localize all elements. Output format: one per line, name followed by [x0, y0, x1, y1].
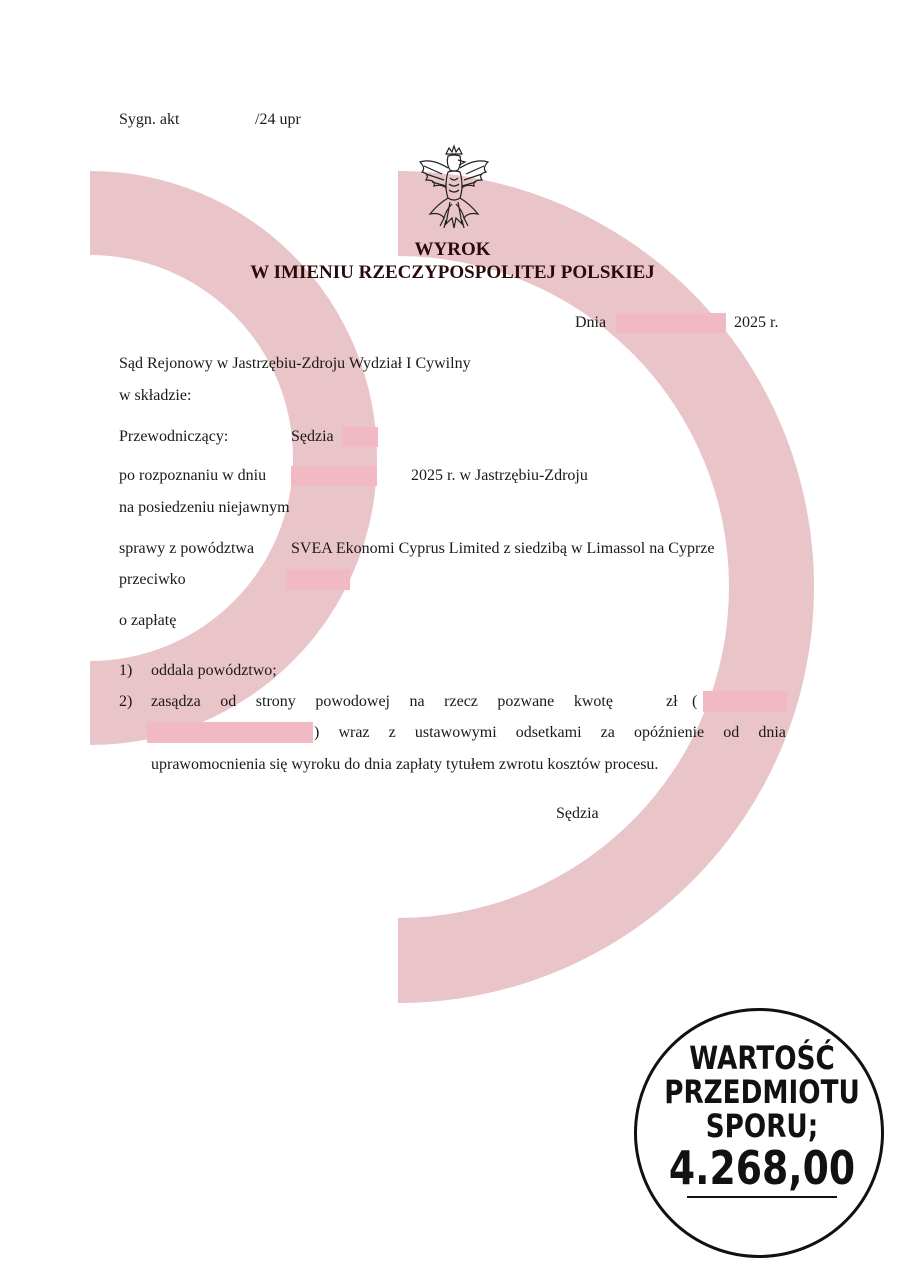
ruling-word: strony: [255, 693, 296, 710]
judgment-title: WYROK: [414, 239, 491, 260]
case-subject: o zapłatę: [119, 612, 177, 629]
ruling-word: rzecz: [444, 693, 478, 710]
case-number-label: Sygn. akt: [119, 111, 180, 128]
right-arc: [398, 171, 814, 1003]
court-name: Sąd Rejonowy w Jastrzębiu-Zdroju Wydział I Cywilny: [119, 355, 471, 372]
court-composition: w składzie:: [119, 387, 192, 404]
ruling-word: pozwane: [497, 693, 555, 710]
presiding-label: Przewodniczący:: [119, 428, 229, 445]
amount-words-redaction-continued: [147, 722, 313, 743]
ruling-1-number: 1): [119, 662, 133, 679]
dispute-value-badge: [634, 1008, 884, 1258]
date-redaction: [616, 313, 726, 333]
ruling-word: za: [600, 724, 615, 741]
defendant-redaction: [286, 569, 350, 590]
date-year: 2025 r.: [734, 314, 779, 331]
polish-eagle-emblem: [416, 144, 492, 230]
judgment-subtitle: W IMIENIU RZECZYPOSPOLITEJ POLSKIEJ: [250, 262, 655, 283]
date-prefix: Dnia: [575, 314, 607, 331]
ruling-word: ): [314, 724, 320, 741]
amount-words-redaction: [703, 691, 787, 712]
ruling-word: zasądza: [151, 693, 201, 710]
badge-value: 4.268,00: [668, 1141, 856, 1195]
currency-label: zł: [666, 693, 678, 710]
against-label: przeciwko: [119, 571, 186, 588]
badge-line-1: WARTOŚĆ: [689, 1039, 835, 1077]
ruling-word: dnia: [758, 724, 786, 741]
ruling-word: na: [409, 693, 425, 710]
ruling-word: od: [220, 693, 237, 710]
hearing-date-redaction: [291, 466, 377, 486]
ruling-2-number: 2): [119, 693, 133, 710]
judge-name-redaction: [342, 427, 378, 447]
plaintiff-name: SVEA Ekonomi Cyprus Limited z siedzibą w Limassol na Cyprze: [291, 540, 715, 557]
signature-judge: Sędzia: [556, 805, 599, 822]
presiding-judge: Sędzia: [291, 428, 334, 445]
badge-line-3: SPORU;: [705, 1107, 819, 1145]
ruling-word: odsetkami: [515, 724, 582, 741]
ruling-1-text: oddala powództwo;: [151, 662, 277, 679]
ruling-2-line-1: [151, 692, 613, 712]
ruling-2-line-3: uprawomocnienia się wyroku do dnia zapłaty tytułem zwrotu kosztów procesu.: [151, 756, 659, 773]
ruling-word: od: [723, 724, 740, 741]
hearing-prefix: po rozpoznaniu w dniu: [119, 467, 267, 484]
badge-line-2: PRZEDMIOTU: [664, 1073, 860, 1111]
ruling-word: kwotę: [573, 693, 613, 710]
ruling-word: ustawowymi: [414, 724, 497, 741]
ruling-word: powodowej: [315, 693, 390, 710]
case-number-suffix: /24 upr: [255, 111, 301, 128]
ruling-2-line-2: [314, 723, 786, 743]
plaintiff-label: sprawy z powództwa: [119, 540, 255, 557]
ruling-word: wraz: [338, 724, 370, 741]
hearing-suffix: 2025 r. w Jastrzębiu-Zdroju: [411, 467, 588, 484]
hearing-mode: na posiedzeniu niejawnym: [119, 499, 290, 516]
ruling-word: opóźnienie: [633, 724, 705, 741]
badge-underline: [687, 1196, 837, 1198]
amount-open-paren: (: [692, 693, 698, 710]
ruling-word: z: [388, 724, 396, 741]
